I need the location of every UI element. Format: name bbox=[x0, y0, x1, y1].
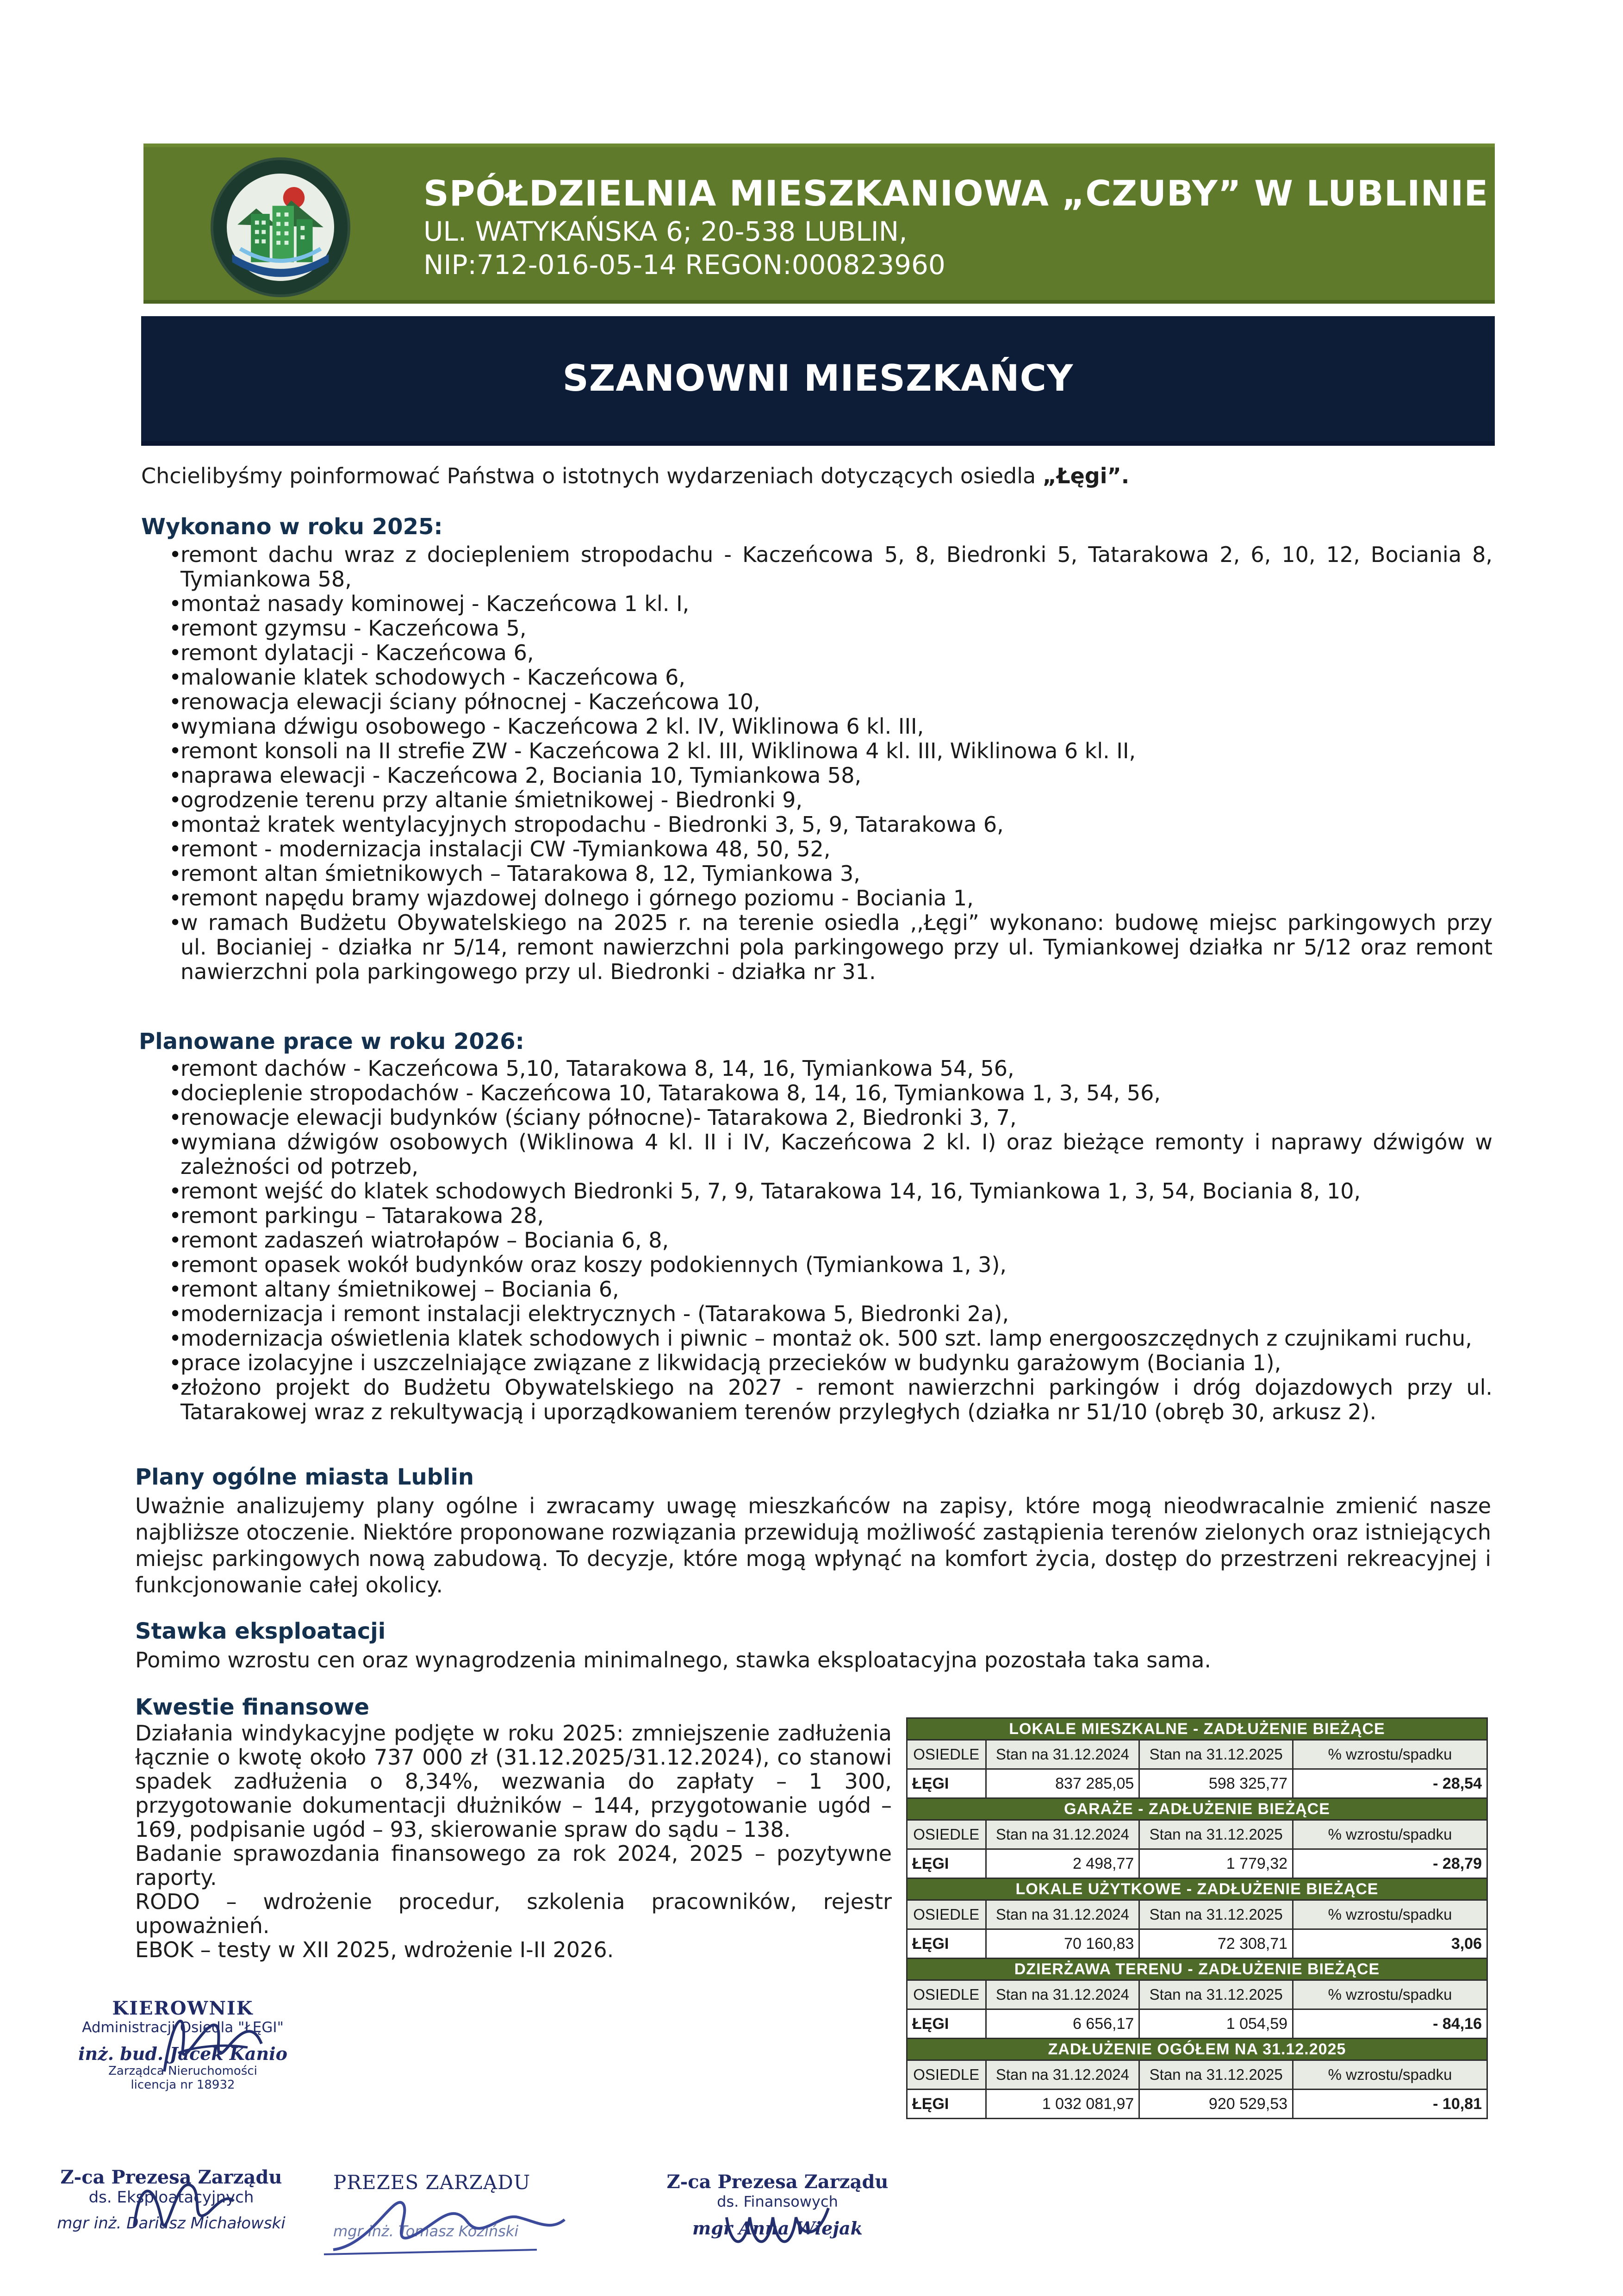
finance-line: EBOK – testy w XII 2025, wdrożenie I-II 2026. bbox=[135, 1937, 614, 1962]
organization-name: SPÓŁDZIELNIA MIESZKANIOWA „CZUBY” W LUBLINIE bbox=[423, 173, 1489, 214]
list-item-line: • remont dachu wraz z dociepleniem stropodachu - Kaczeńcowa 5, 8, Biedronki 5, Tatarakowa 2, 6, 10, 12, Bociania 8, bbox=[180, 542, 1492, 567]
list-item-line: • renowacja elewacji ściany północnej - Kaczeńcowa 10, bbox=[180, 689, 760, 714]
table-cell-change: - 28,79 bbox=[1293, 1849, 1487, 1878]
table-column-header: Stan na 31.12.2024 bbox=[986, 1980, 1139, 2009]
list-item-line: • remont altany śmietnikowej – Bociania 6, bbox=[180, 1277, 619, 1302]
list-item-line: • złożono projekt do Budżetu Obywatelskiego na 2027 - remont nawierzchni parkingów i dróg dojazdowych przy ul. bbox=[180, 1375, 1492, 1400]
table-section-title: GARAŻE - ZADŁUŻENIE BIEŻĄCE bbox=[907, 1798, 1487, 1820]
list-item bbox=[141, 1351, 1492, 1375]
table-section-title: LOKALE UŻYTKOWE - ZADŁUŻENIE BIEŻĄCE bbox=[907, 1878, 1487, 1900]
list-item-line: • ogrodzenie terenu przy altanie śmietnikowej - Biedronki 9, bbox=[180, 787, 802, 812]
list-item-line: • docieplenie stropodachów - Kaczeńcowa 10, Tatarakowa 8, 14, 16, Tymiankowa 1, 3, 54, 56, bbox=[180, 1080, 1161, 1105]
rate-heading: Stawka eksploatacji bbox=[135, 1618, 386, 1644]
list-item bbox=[141, 1228, 1492, 1253]
stamp-title: Z-ca Prezesa Zarządu bbox=[666, 2171, 889, 2193]
table-header-row bbox=[907, 1820, 1487, 1849]
table-header-row bbox=[907, 1740, 1487, 1769]
table-column-header: Stan na 31.12.2024 bbox=[986, 1740, 1139, 1769]
table-column-header: OSIEDLE bbox=[907, 1900, 986, 1929]
city-plans-line: funkcjonowanie całej okolicy. bbox=[135, 1572, 443, 1597]
stamp-line: inż. bud. Jacek Kanio bbox=[78, 2043, 287, 2064]
list-item-line: • montaż nasady kominowej - Kaczeńcowa 1 kl. I, bbox=[180, 591, 690, 616]
table-section-title-row bbox=[907, 1718, 1487, 1740]
finance-line: 169, podpisanie ugód – 93, skierowanie spraw do sądu – 138. bbox=[135, 1817, 791, 1842]
intro-text: Chcielibyśmy poinformować Państwa o istotnych wydarzeniach dotyczących osiedla bbox=[141, 463, 1043, 488]
list-item bbox=[141, 788, 1492, 812]
list-item bbox=[141, 665, 1492, 690]
list-item-line: • wymiana dźwigu osobowego - Kaczeńcowa 2 kl. IV, Wiklinowa 6 kl. III, bbox=[180, 714, 924, 739]
table-column-header: Stan na 31.12.2024 bbox=[986, 1900, 1139, 1929]
list-item bbox=[141, 837, 1492, 861]
table-cell-estate: ŁĘGI bbox=[907, 1769, 986, 1798]
list-item bbox=[141, 1277, 1492, 1302]
table-cell-change: - 84,16 bbox=[1293, 2009, 1487, 2039]
list-item bbox=[141, 911, 1492, 984]
table-cell-amount: 598 325,77 bbox=[1139, 1769, 1293, 1798]
list-item bbox=[141, 1375, 1492, 1424]
table-cell-amount: 1 054,59 bbox=[1139, 2009, 1293, 2039]
table-column-header: OSIEDLE bbox=[907, 1740, 986, 1769]
table-header-row bbox=[907, 2060, 1487, 2090]
table-cell-estate: ŁĘGI bbox=[907, 1849, 986, 1878]
table-column-header: % wzrostu/spadku bbox=[1293, 1740, 1487, 1769]
table-cell-estate: ŁĘGI bbox=[907, 2009, 986, 2039]
deputy-operations-stamp bbox=[51, 2166, 292, 2233]
list-item bbox=[141, 1204, 1492, 1228]
table-cell-amount: 1 032 081,97 bbox=[986, 2090, 1139, 2119]
admin-signature-icon bbox=[146, 1993, 275, 2095]
list-item-line: • remont parkingu – Tatarakowa 28, bbox=[180, 1203, 544, 1228]
stamp-title: KIEROWNIK bbox=[112, 1997, 254, 2019]
table-cell-amount: 6 656,17 bbox=[986, 2009, 1139, 2039]
organization-address: UL. WATYKAŃSKA 6; 20-538 LUBLIN, bbox=[423, 216, 908, 247]
table-cell-amount: 70 160,83 bbox=[986, 1929, 1139, 1959]
list-item bbox=[141, 1253, 1492, 1277]
list-item-line: • remont altan śmietnikowych – Tatarakowa 8, 12, Tymiankowa 3, bbox=[180, 861, 860, 886]
finance-line: raporty. bbox=[135, 1865, 217, 1890]
list-item-line: • w ramach Budżetu Obywatelskiego na 2025 r. na terenie osiedla ,,Łęgi” wykonano: budowę miejsc parkingowych przy bbox=[180, 910, 1492, 935]
table-column-header: OSIEDLE bbox=[907, 1980, 986, 2009]
stamp-line: mgr inż. Tomasz Koziński bbox=[333, 2222, 519, 2240]
table-column-header: Stan na 31.12.2024 bbox=[986, 1820, 1139, 1849]
table-column-header: % wzrostu/spadku bbox=[1293, 2060, 1487, 2090]
deputy-finance-signature-icon bbox=[717, 2180, 838, 2259]
table-section-title-row bbox=[907, 1798, 1487, 1820]
list-item bbox=[141, 1302, 1492, 1326]
finance-line: RODO – wdrożenie procedur, szkolenia pracowników, rejestr bbox=[135, 1889, 892, 1914]
list-item bbox=[141, 714, 1492, 739]
table-section-title: ZADŁUŻENIE OGÓŁEM NA 31.12.2025 bbox=[907, 2039, 1487, 2060]
stamp-line: licencja nr 18932 bbox=[131, 2078, 235, 2092]
list-item-line: • montaż kratek wentylacyjnych stropodachu - Biedronki 3, 5, 9, Tatarakowa 6, bbox=[180, 812, 1004, 837]
table-row bbox=[907, 2090, 1487, 2119]
table-column-header: Stan na 31.12.2025 bbox=[1139, 2060, 1293, 2090]
cooperative-logo bbox=[211, 157, 350, 297]
city-plans-line: miejsc parkingowych nową zabudową. To decyzje, które mogą wpłynąć na komfort życia, dostęp do przestrzeni rekreacyjnej i bbox=[135, 1546, 1491, 1571]
stamp-title: Z-ca Prezesa Zarządu bbox=[60, 2166, 282, 2188]
planned-2026-list bbox=[141, 1056, 1492, 1424]
table-row bbox=[907, 1769, 1487, 1798]
list-item-line: • malowanie klatek schodowych - Kaczeńcowa 6, bbox=[180, 665, 686, 690]
table-column-header: % wzrostu/spadku bbox=[1293, 1900, 1487, 1929]
finance-heading: Kwestie finansowe bbox=[135, 1694, 370, 1720]
table-column-header: Stan na 31.12.2025 bbox=[1139, 1980, 1293, 2009]
estate-name: „Łęgi”. bbox=[1042, 463, 1130, 488]
list-item bbox=[141, 1179, 1492, 1204]
president-stamp bbox=[315, 2171, 592, 2240]
deputy-finance-stamp bbox=[648, 2171, 907, 2239]
organization-tax-ids: NIP:712-016-05-14 REGON:000823960 bbox=[423, 249, 945, 281]
table-column-header: OSIEDLE bbox=[907, 1820, 986, 1849]
stamp-title: PREZES ZARZĄDU bbox=[333, 2171, 531, 2194]
list-item bbox=[141, 763, 1492, 788]
city-plans-heading: Plany ogólne miasta Lublin bbox=[135, 1464, 474, 1490]
finance-line: przygotowanie dokumentacji dłużników – 144, przygotowanie ugód – bbox=[135, 1793, 892, 1818]
table-header-row bbox=[907, 1980, 1487, 2009]
table-section-title: LOKALE MIESZKALNE - ZADŁUŻENIE BIEŻĄCE bbox=[907, 1718, 1487, 1740]
table-cell-amount: 2 498,77 bbox=[986, 1849, 1139, 1878]
greeting-bar bbox=[141, 316, 1495, 446]
list-item-line: zależności od potrzeb, bbox=[180, 1154, 419, 1179]
table-column-header: Stan na 31.12.2025 bbox=[1139, 1820, 1293, 1849]
list-item-line: • naprawa elewacji - Kaczeńcowa 2, Bociania 10, Tymiankowa 58, bbox=[180, 763, 862, 788]
president-signature-icon bbox=[315, 2176, 574, 2264]
finance-paragraph bbox=[135, 1721, 892, 1962]
list-item-line: • wymiana dźwigów osobowych (Wiklinowa 4 kl. II i IV, Kaczeńcowa 2 kl. I) oraz bieżące remonty i naprawy dźwigów w bbox=[180, 1129, 1492, 1154]
table-row bbox=[907, 1849, 1487, 1878]
admin-manager-stamp bbox=[53, 1997, 312, 2092]
list-item bbox=[141, 1056, 1492, 1081]
stamp-line: ds. Finansowych bbox=[717, 2193, 838, 2210]
list-item-line: • renowacje elewacji budynków (ściany północne)- Tatarakowa 2, Biedronki 3, 7, bbox=[180, 1105, 1017, 1130]
table-column-header: OSIEDLE bbox=[907, 2060, 986, 2090]
deputy-operations-signature-icon bbox=[120, 2157, 241, 2250]
list-item-line: • remont - modernizacja instalacji CW -Tymiankowa 48, 50, 52, bbox=[180, 836, 831, 861]
list-item bbox=[141, 739, 1492, 763]
finance-line: spadek zadłużenia o 8,34%, wezwania do zapłaty – 1 300, bbox=[135, 1769, 892, 1794]
table-cell-estate: ŁĘGI bbox=[907, 2090, 986, 2119]
finance-line: upoważnień. bbox=[135, 1913, 270, 1938]
list-item bbox=[141, 543, 1492, 592]
table-cell-change: - 10,81 bbox=[1293, 2090, 1487, 2119]
list-item-line: • remont dachów - Kaczeńcowa 5,10, Tatarakowa 8, 14, 16, Tymiankowa 54, 56, bbox=[180, 1056, 1014, 1081]
stamp-line: ds. Eksploatacyjnych bbox=[88, 2188, 254, 2207]
list-item bbox=[141, 592, 1492, 616]
list-item bbox=[141, 886, 1492, 911]
debt-summary-table bbox=[906, 1717, 1488, 2119]
list-item-line: • remont konsoli na II strefie ZW - Kaczeńcowa 2 kl. III, Wiklinowa 4 kl. III, Wiklinowa 6 kl. II, bbox=[180, 738, 1136, 763]
table-row bbox=[907, 2009, 1487, 2039]
list-item-line: • remont wejść do klatek schodowych Biedronki 5, 7, 9, Tatarakowa 14, 16, Tymiankowa 1, 3, 54, Bociania 8, 10, bbox=[180, 1179, 1361, 1204]
list-item bbox=[141, 1130, 1492, 1179]
stamp-line: mgr inż. Dariusz Michałowski bbox=[57, 2214, 286, 2233]
finance-line: Działania windykacyjne podjęte w roku 2025: zmniejszenie zadłużenia bbox=[135, 1721, 892, 1746]
table-section-title: DZIERŻAWA TERENU - ZADŁUŻENIE BIEŻĄCE bbox=[907, 1959, 1487, 1980]
building-logo-icon bbox=[213, 160, 348, 294]
city-plans-paragraph bbox=[135, 1493, 1491, 1598]
stamp-line: Administracji Osiedla "ŁĘGI" bbox=[82, 2019, 284, 2036]
table-section-title-row bbox=[907, 1959, 1487, 1980]
stamp-line: mgr Anna Wiejak bbox=[692, 2218, 863, 2239]
done-2025-list bbox=[141, 543, 1492, 984]
table-cell-amount: 72 308,71 bbox=[1139, 1929, 1293, 1959]
list-item-line: • remont napędu bramy wjazdowej dolnego i górnego poziomu - Bociania 1, bbox=[180, 886, 974, 911]
list-item-line: Tymiankowa 58, bbox=[180, 567, 352, 592]
table-section-title-row bbox=[907, 2039, 1487, 2060]
table-section-title-row bbox=[907, 1878, 1487, 1900]
list-item bbox=[141, 812, 1492, 837]
city-plans-line: najbliższe otoczenie. Niektóre proponowane rozwiązania przewidują możliwość zastąpienia terenów zielonych oraz istniejących bbox=[135, 1520, 1491, 1545]
list-item bbox=[141, 1326, 1492, 1351]
list-item-line: • remont dylatacji - Kaczeńcowa 6, bbox=[180, 640, 534, 665]
finance-line: Badanie sprawozdania finansowego za rok 2024, 2025 – pozytywne bbox=[135, 1841, 892, 1866]
list-item bbox=[141, 690, 1492, 714]
city-plans-line: Uważnie analizujemy plany ogólne i zwracamy uwagę mieszkańców na zapisy, które mogą nieodwracalnie zmienić nasze bbox=[135, 1493, 1491, 1518]
done-2025-heading: Wykonano w roku 2025: bbox=[141, 514, 443, 540]
table-cell-amount: 920 529,53 bbox=[1139, 2090, 1293, 2119]
list-item-line: ul. Bocianiej - działka nr 5/14, remont nawierzchni pola parkingowego przy ul. Tymiankowej działka nr 5/12 oraz remont bbox=[180, 935, 1492, 960]
table-row bbox=[907, 1929, 1487, 1959]
table-column-header: % wzrostu/spadku bbox=[1293, 1980, 1487, 2009]
list-item bbox=[141, 1081, 1492, 1105]
table-cell-change: 3,06 bbox=[1293, 1929, 1487, 1959]
planned-2026-heading: Planowane prace w roku 2026: bbox=[139, 1029, 524, 1054]
table-column-header: Stan na 31.12.2025 bbox=[1139, 1740, 1293, 1769]
rate-text: Pomimo wzrostu cen oraz wynagrodzenia minimalnego, stawka eksploatacyjna pozostała taka sama. bbox=[135, 1647, 1212, 1672]
table-cell-estate: ŁĘGI bbox=[907, 1929, 986, 1959]
list-item bbox=[141, 1105, 1492, 1130]
table-header-row bbox=[907, 1900, 1487, 1929]
list-item-line: nawierzchni pola parkingowego przy ul. Biedronki - działka nr 31. bbox=[180, 959, 876, 984]
list-item-line: • remont zadaszeń wiatrołapów – Bociania 6, 8, bbox=[180, 1228, 669, 1253]
organization-banner bbox=[143, 144, 1495, 304]
list-item-line: • prace izolacyjne i uszczelniające związane z likwidacją przecieków w budynku garażowym (Bociania 1), bbox=[180, 1350, 1281, 1375]
intro-paragraph bbox=[141, 463, 1129, 489]
list-item-line: • modernizacja oświetlenia klatek schodowych i piwnic – montaż ok. 500 szt. lamp energooszczędnych z czujnikami ruchu, bbox=[180, 1326, 1472, 1351]
stamp-line: Zarządca Nieruchomości bbox=[108, 2064, 257, 2078]
list-item bbox=[141, 616, 1492, 641]
finance-line: łącznie o kwotę około 737 000 zł (31.12.2025/31.12.2024), co stanowi bbox=[135, 1745, 892, 1770]
list-item-line: • modernizacja i remont instalacji elektrycznych - (Tatarakowa 5, Biedronki 2a), bbox=[180, 1301, 1009, 1326]
table-cell-amount: 1 779,32 bbox=[1139, 1849, 1293, 1878]
table-cell-amount: 837 285,05 bbox=[986, 1769, 1139, 1798]
list-item-line: • remont opasek wokół budynków oraz koszy podokiennych (Tymiankowa 1, 3), bbox=[180, 1252, 1007, 1277]
table-column-header: % wzrostu/spadku bbox=[1293, 1820, 1487, 1849]
table-column-header: Stan na 31.12.2024 bbox=[986, 2060, 1139, 2090]
table-cell-change: - 28,54 bbox=[1293, 1769, 1487, 1798]
list-item-line: Tatarakowej wraz z rekultywacją i uporządkowaniem terenów przyległych (działka nr 51/10 (obręb 30, arkusz 2). bbox=[180, 1399, 1377, 1424]
table-column-header: Stan na 31.12.2025 bbox=[1139, 1900, 1293, 1929]
greeting-title: SZANOWNI MIESZKAŃCY bbox=[562, 358, 1074, 399]
list-item-line: • remont gzymsu - Kaczeńcowa 5, bbox=[180, 616, 527, 641]
list-item bbox=[141, 861, 1492, 886]
list-item bbox=[141, 641, 1492, 665]
